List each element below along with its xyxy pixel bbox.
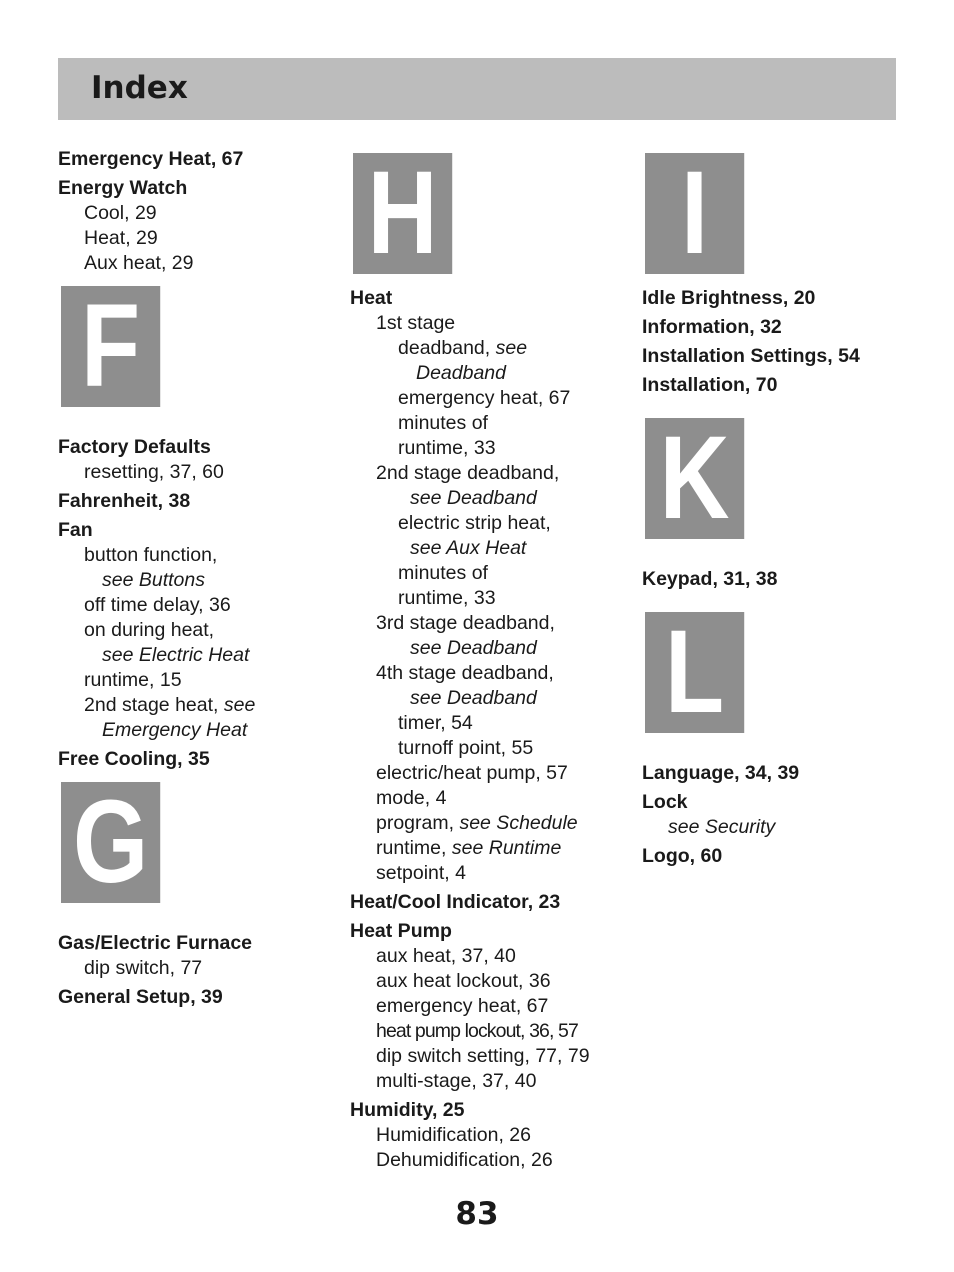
entry-language: Language, 34, 39 [642, 762, 800, 784]
sub-entry: aux heat, 37, 40 [376, 945, 516, 967]
letter-g: G [72, 776, 149, 908]
index-header-bar [58, 58, 896, 120]
see-reference: see Deadband [410, 487, 537, 509]
sub-entry: Heat, 29 [84, 227, 158, 249]
index-column-2 [350, 147, 625, 1173]
entry-heat-pump: Heat Pump [350, 920, 452, 942]
sub-sub-entry: runtime, 33 [398, 437, 496, 459]
letter-k: K [659, 412, 730, 544]
see-reference: see Deadband [410, 637, 537, 659]
letter-l: L [665, 606, 725, 738]
sub-entry: emergency heat, 67 [376, 995, 549, 1017]
sub-entry [350, 836, 625, 861]
sub-sub-entry: emergency heat, 67 [398, 387, 571, 409]
see-reference: Emergency Heat [102, 719, 248, 741]
sub-sub-entry [350, 336, 625, 361]
sub-sub-entry: minutes of [398, 562, 488, 584]
letter-f-box [61, 280, 160, 412]
sub-sub-entry: electric strip heat, [398, 512, 551, 534]
letter-i: I [681, 147, 709, 279]
sub-entry: heat pump lockout, 36, 57 [376, 1020, 578, 1042]
sub-entry: aux heat lockout, 36 [376, 970, 551, 992]
entry-fahrenheit: Fahrenheit, 38 [58, 490, 191, 512]
sub-entry-text: program, [376, 812, 455, 834]
sub-entry: 1st stage [376, 312, 456, 334]
letter-k-box [645, 412, 744, 544]
sub-entry: Humidification, 26 [376, 1124, 531, 1146]
entry-gas-electric-furnace: Gas/Electric Furnace [58, 932, 253, 954]
letter-h-box [353, 147, 452, 279]
sub-entry: runtime, 15 [84, 669, 182, 691]
entry-heat-cool-indicator: Heat/Cool Indicator, 23 [350, 891, 561, 913]
sub-entry [58, 693, 328, 718]
entry-factory-defaults: Factory Defaults [58, 436, 211, 458]
sub-entry: multi-stage, 37, 40 [376, 1070, 537, 1092]
sub-sub-entry: turnoff point, 55 [398, 737, 534, 759]
sub-sub-entry: runtime, 33 [398, 587, 496, 609]
sub-entry: 3rd stage deadband, [376, 612, 555, 634]
sub-entry: Aux heat, 29 [84, 252, 194, 274]
sub-entry: on during heat, [84, 619, 215, 641]
letter-h: H [367, 147, 438, 279]
sub-entry: button function, [84, 544, 218, 566]
see-reference: see Security [668, 816, 776, 838]
sub-entry: dip switch setting, 77, 79 [376, 1045, 590, 1067]
sub-entry: Cool, 29 [84, 202, 157, 224]
entry-information: Information, 32 [642, 316, 782, 338]
entry-energy-watch: Energy Watch [58, 177, 188, 199]
entry-lock: Lock [642, 791, 688, 813]
see-reference: Deadband [416, 362, 506, 384]
see-reference: see [223, 694, 256, 716]
page-title: Index [91, 70, 188, 106]
entry-free-cooling: Free Cooling, 35 [58, 748, 210, 770]
entry-fan: Fan [58, 519, 93, 541]
page-number: 83 [455, 1196, 499, 1232]
entry-idle-brightness: Idle Brightness, 20 [642, 287, 816, 309]
sub-entry-text: deadband, [398, 337, 491, 359]
see-reference: see Schedule [459, 812, 578, 834]
entry-emergency-heat: Emergency Heat, 67 [58, 148, 244, 170]
entry-general-setup: General Setup, 39 [58, 986, 223, 1008]
sub-entry: off time delay, 36 [84, 594, 231, 616]
sub-entry: dip switch, 77 [84, 957, 203, 979]
sub-entry: setpoint, 4 [376, 862, 466, 884]
sub-entry-text: runtime, [376, 837, 447, 859]
letter-g-box [61, 776, 160, 908]
index-column-1 [58, 147, 328, 1010]
entry-logo: Logo, 60 [642, 845, 723, 867]
sub-entry: mode, 4 [376, 787, 447, 809]
sub-sub-entry: minutes of [398, 412, 488, 434]
sub-sub-entry: timer, 54 [398, 712, 473, 734]
see-reference: see Buttons [102, 569, 205, 591]
entry-installation: Installation, 70 [642, 374, 778, 396]
sub-entry-text: 2nd stage heat, [84, 694, 219, 716]
see-reference: see Aux Heat [410, 537, 527, 559]
sub-entry: electric/heat pump, 57 [376, 762, 568, 784]
sub-entry: resetting, 37, 60 [84, 461, 224, 483]
see-reference: see [495, 337, 528, 359]
sub-entry: Dehumidification, 26 [376, 1149, 553, 1171]
see-reference: see Deadband [410, 687, 537, 709]
sub-entry: 4th stage deadband, [376, 662, 554, 684]
letter-l-box [645, 606, 744, 738]
entry-heat: Heat [350, 287, 393, 309]
entry-keypad: Keypad, 31, 38 [642, 568, 778, 590]
sub-entry: 2nd stage deadband, [376, 462, 560, 484]
letter-f: F [81, 280, 141, 412]
letter-i-box [645, 147, 744, 279]
index-column-3 [642, 147, 932, 869]
see-reference: see Electric Heat [102, 644, 250, 666]
entry-installation-settings: Installation Settings, 54 [642, 345, 860, 367]
entry-humidity: Humidity, 25 [350, 1099, 465, 1121]
see-reference: see Runtime [451, 837, 562, 859]
sub-entry [350, 811, 625, 836]
